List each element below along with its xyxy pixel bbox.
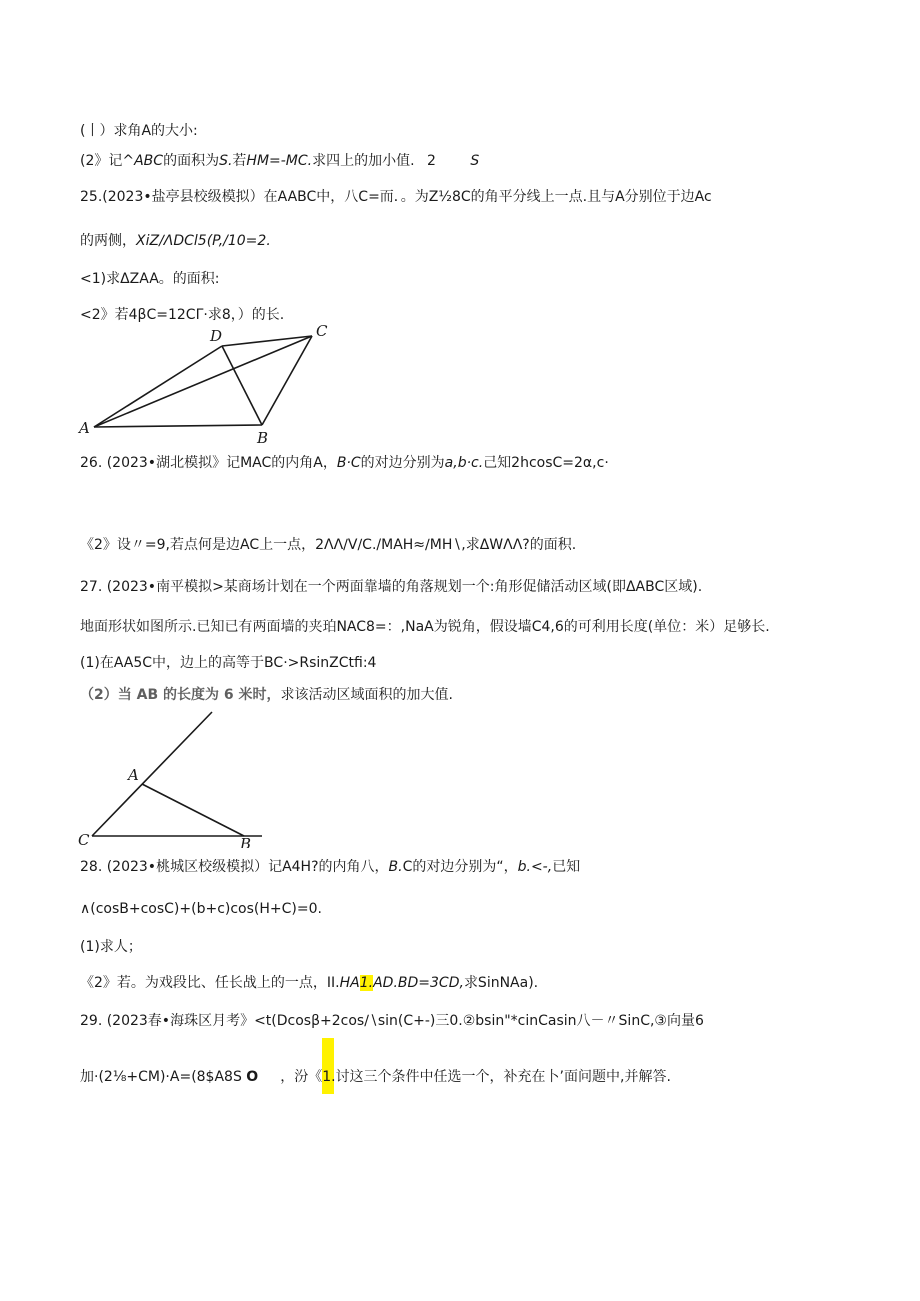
- text: B·C: [336, 455, 361, 471]
- problem-27-subquestion-2: [80, 686, 453, 704]
- problem-27: 27. (2023•南平模拟>某商场计划在一个两面靠墙的角落规划一个:角形促储活动区域(即ΔABC区域).: [80, 579, 703, 595]
- text: ABC: [134, 153, 164, 169]
- problem-29-line-2: [80, 1068, 671, 1086]
- problem-25-subquestion-2: <2》若4βC=12CΓ·求8，）的长.: [80, 307, 285, 323]
- segment-ab: [142, 784, 244, 836]
- problem-25-subquestion-1: <1)求ΔZAA。的面积:: [80, 271, 220, 287]
- segment-ab: [94, 425, 262, 427]
- label-c: C: [78, 831, 90, 848]
- label-b: B: [257, 429, 269, 447]
- label-c: C: [316, 322, 328, 340]
- text: AD.BD=3CD,: [373, 975, 464, 991]
- text: 的对边分别为: [360, 455, 445, 471]
- text: 的面积为: [163, 153, 220, 169]
- highlighted-text: 1.: [322, 1069, 336, 1085]
- text: 已知: [552, 859, 581, 875]
- problem-27-subquestion-1: (1)在AA5C中，边上的高等于BC·>RsinZCtfi:4: [80, 655, 377, 671]
- text: 26. (2023•湖北模拟》记MAC的内角A，: [80, 455, 337, 471]
- problem-26: [80, 454, 609, 472]
- segment-ad: [94, 346, 222, 427]
- text: 的两侧，: [80, 233, 136, 249]
- highlighted-text: 1.: [359, 975, 374, 991]
- problem-25-line-2: [80, 232, 271, 250]
- text: HA: [339, 975, 360, 991]
- problem-25: 25.(2023•盐亭县校级模拟）在AABC中，八C=而．。为Z½8C的角平分线上一点.且与A分别位于边Ac: [80, 189, 712, 205]
- text: XiZ∕ΛDCl5(P,/10=2.: [136, 233, 271, 249]
- segment-bc: [262, 336, 312, 425]
- text: HM=-MC.: [246, 153, 313, 169]
- problem-28: [80, 858, 580, 876]
- problem-29: 29. (2023春•海珠区月考》<t(Dcosβ+2cos∕∖sin(C+-)三0.②bsin"*cinCasin八－〃SinC,③向量6: [80, 1013, 704, 1029]
- text: (2》记^: [80, 153, 135, 169]
- problem-26-subquestion-2: 《2》设〃=9,若点何是边AC上一点，2ΛΛ∕V∕C./MAH≈∕MH∖,求ΔWΛΛ?的面积.: [80, 537, 577, 553]
- label-d: D: [210, 327, 223, 345]
- text: 《2》若。为戏段比、任长战上的一点，II.: [80, 975, 340, 991]
- text: B.: [388, 859, 403, 875]
- problem-28-line-2: ∧(cosB+cosC)+(b+c)cos(H+C)=0.: [80, 901, 322, 917]
- text: a,b·c.: [444, 455, 484, 471]
- text: 加·(2⅛+CM)·A=(8$A8S: [80, 1069, 247, 1085]
- figure-quadrilateral-abcd: [76, 322, 346, 447]
- text: ，汾《: [280, 1069, 323, 1085]
- segment-db: [222, 346, 262, 425]
- text: b.<-,: [517, 859, 553, 875]
- text: 求该活动区域面积的加大值.: [280, 687, 453, 703]
- text: 若: [232, 153, 247, 169]
- text: O: [246, 1069, 259, 1085]
- text: 2: [427, 153, 436, 169]
- text: S: [470, 153, 480, 169]
- wall-ca: [92, 712, 212, 836]
- text: S.: [219, 153, 233, 169]
- text: 28. (2023•桃城区校级模拟）记A4H?的内角八，: [80, 859, 389, 875]
- text: 求四上的加小值.: [312, 153, 415, 169]
- figure-triangle-abc: [76, 708, 276, 848]
- line-subquestion-1: (丨）求角A的大小:: [80, 123, 198, 139]
- problem-28-subquestion-2: [80, 974, 538, 992]
- text: C的对边分别为“，: [402, 859, 518, 875]
- text: 讨这三个条件中任选一个，补充在卜’面问题中,并解答.: [335, 1069, 671, 1085]
- line-subquestion-2: [80, 152, 479, 170]
- text: 己知2hcosC=2α,c·: [483, 455, 609, 471]
- problem-28-subquestion-1: (1)求人；: [80, 939, 142, 955]
- label-b: B: [240, 835, 252, 848]
- segment-ac: [94, 336, 312, 427]
- label-a: A: [128, 766, 139, 784]
- text: 求SinNAa).: [463, 975, 539, 991]
- problem-27-line-2: 地面形状如图所示.已知已有两面墙的夹珀NAC8=：,NaA为锐角，假设墙C4,6的可利用长度(单位：米）足够长.: [80, 619, 770, 635]
- label-a: A: [79, 419, 90, 437]
- text: （2）当 AB 的长度为 6 米时，: [80, 687, 281, 703]
